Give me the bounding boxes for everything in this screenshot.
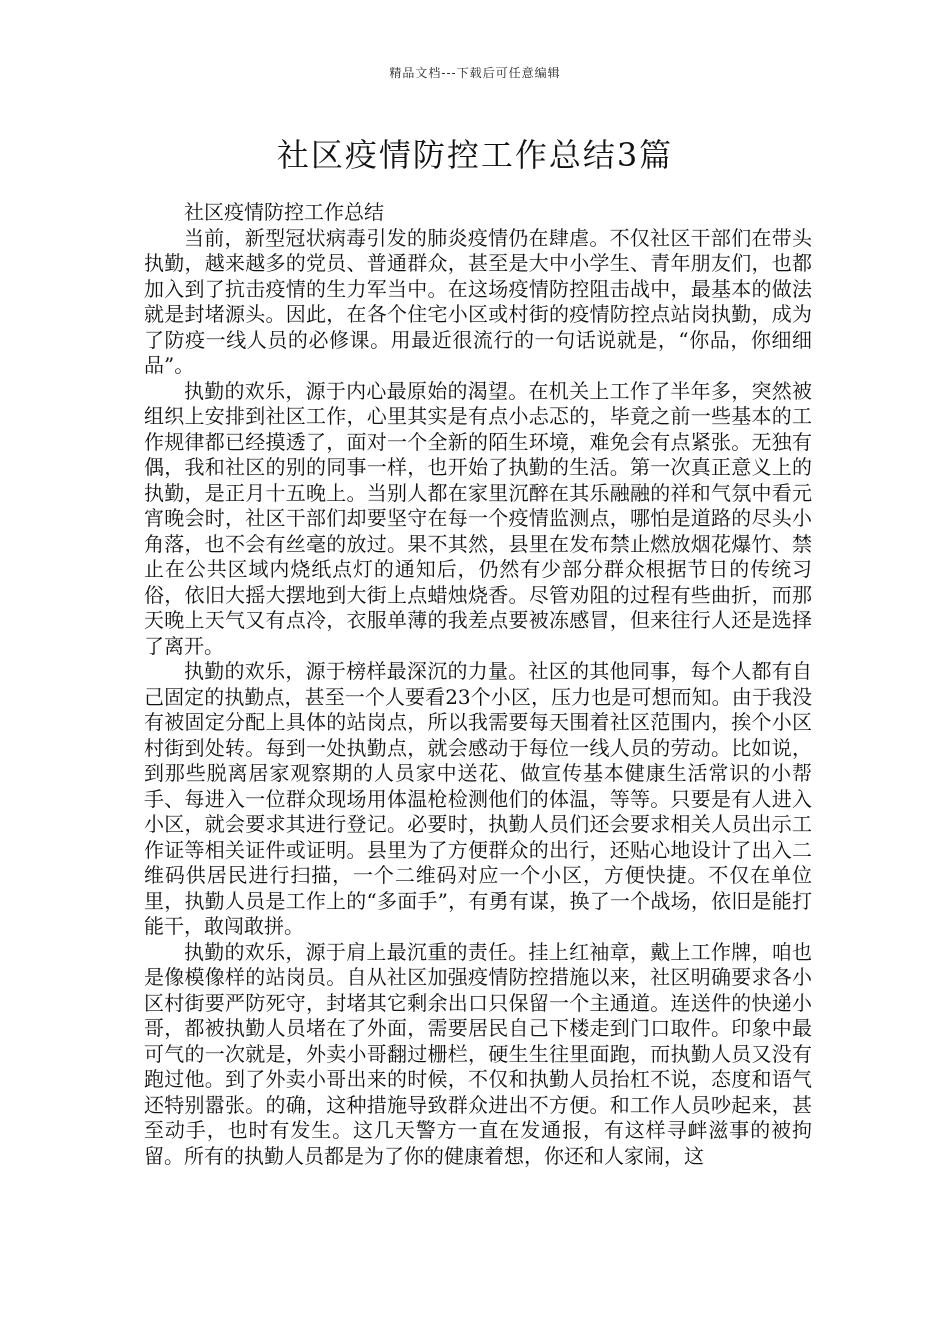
paragraph: 执勤的欢乐，源于肩上最沉重的责任。挂上红袖章，戴上工作牌，咱也是像模像样的站岗员。自从社区加强疫情防控措施以来，社区明确要求各小区村街要严防死守，封堵其它剩余出口只保留一个主通道。连送件的快递小哥，都被执勤人员堵在了外面，需要居民自己下楼走到门口取件。印象中最可气的一次就是，外卖小哥翻过栅栏，硬生生往里面跑，而执勤人员又没有跑过他。到了外卖小哥出来的时候，不仅和执勤人员抬杠不说，态度和语气还特别嚣张。的确，这种措施导致群众进出不方便。和工作人员吵起来，甚至动手，也时有发生。这几天警方一直在发通报，有这样寻衅滋事的被拘留。所有的执勤人员都是为了你的健康着想，你还和人家闹，这 — [144, 939, 812, 1168]
document-subtitle: 社区疫情防控工作总结 — [184, 200, 384, 224]
paragraph: 执勤的欢乐，源于内心最原始的渴望。在机关上工作了半年多，突然被组织上安排到社区工作，心里其实是有点小忐忑的，毕竟之前一些基本的工作规律都已经摸透了，面对一个全新的陌生环境，难免会有点紧张。无独有偶，我和社区的别的同事一样，也开始了执勤的生活。第一次真正意义上的执勤，是正月十五晚上。当别人都在家里沉醉在其乐融融的祥和气氛中看元宵晚会时，社区干部们却要坚守在每一个疫情监测点，哪怕是道路的尽头小角落，也不会有丝毫的放过。果不其然，县里在发布禁止燃放烟花爆竹、禁止在公共区域内烧纸点灯的通知后，仍然有少部分群众根据节日的传统习俗，依旧大摇大摆地到大街上点蜡烛烧香。尽管劝阻的过程有些曲折，而那天晚上天气又有点冷，衣服单薄的我差点要被冻感冒，但来往行人还是选择了离开。 — [144, 378, 812, 658]
paragraph: 执勤的欢乐，源于榜样最深沉的力量。社区的其他同事，每个人都有自己固定的执勤点，甚至一个人要看23个小区，压力也是可想而知。由于我没有被固定分配上具体的站岗点，所以我需要每天围着社区范围内，挨个小区村街到处转。每到一处执勤点，就会感动于每位一线人员的劳动。比如说，到那些脱离居家观察期的人员家中送花、做宣传基本健康生活常识的小帮手、每进入一位群众现场用体温枪检测他们的体温，等等。只要是有人进入小区，就会要求其进行登记。必要时，执勤人员们还会要求相关人员出示工作证等相关证件或证明。县里为了方便群众的出行，还贴心地设计了出入二维码供居民进行扫描，一个二维码对应一个小区，方便快捷。不仅在单位里，执勤人员是工作上的“多面手”，有勇有谋，换了一个战场，依旧是能打能干，敢闯敢拼。 — [144, 659, 812, 938]
document-body — [144, 200, 812, 1169]
document-title: 社区疫情防控工作总结3篇 — [276, 136, 674, 174]
page-header: 精品文档---下载后可任意编辑 — [389, 66, 561, 80]
paragraph: 当前，新型冠状病毒引发的肺炎疫情仍在肆虐。不仅社区干部们在带头执勤，越来越多的党员、普通群众，甚至是大中小学生、青年朋友们，也都加入到了抗击疫情的生力军当中。在这场疫情防控阻击战中，最基本的做法就是封堵源头。因此，在各个住宅小区或村街的疫情防控点站岗执勤，成为了防疫一线人员的必修课。用最近很流行的一句话说就是，“你品，你细细品”。 — [144, 225, 812, 377]
